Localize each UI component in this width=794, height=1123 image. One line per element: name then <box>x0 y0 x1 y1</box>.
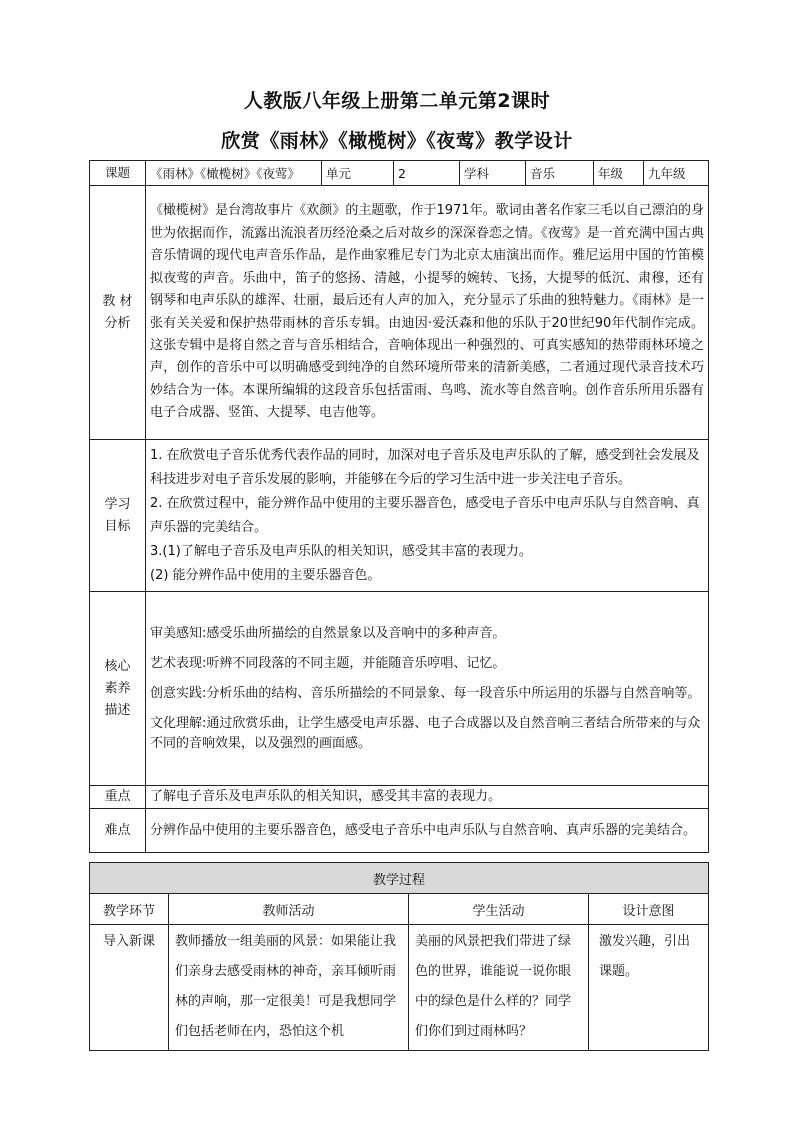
objective-item: 3.(1)了解电子音乐及电声乐队的相关知识，感受其丰富的表现力。 <box>150 543 532 559</box>
grade-value: 九年级 <box>644 161 709 186</box>
subject-value: 音乐 <box>526 161 594 186</box>
difficulty-text: 分辨作品中使用的主要乐器音色，感受电子音乐中电声乐队与自然音响、真声乐器的完美结合。 <box>146 809 709 853</box>
key-point-row <box>90 786 709 809</box>
core-row <box>90 592 709 786</box>
column-student: 学生活动 <box>409 894 589 925</box>
process-header-row <box>90 863 709 894</box>
process-header: 教学过程 <box>90 863 709 894</box>
core-list <box>146 592 709 786</box>
difficulty-label: 难点 <box>90 809 146 853</box>
process-columns-row <box>90 894 709 925</box>
core-item: 艺术表现:听辨不同段落的不同主题，并能随音乐哼唱、记忆。 <box>150 655 506 671</box>
process-row <box>90 925 709 1051</box>
column-teacher: 教师活动 <box>169 894 409 925</box>
core-label: 核心 素养 描述 <box>90 592 146 786</box>
objectives-list <box>146 440 709 592</box>
design-intent-cell: 激发兴趣，引出课题。 <box>589 925 709 1051</box>
teacher-activity-cell: 教师播放一组美丽的风景：如果能让我们亲身去感受雨林的神奇，亲耳倾听雨林的声响，那一定很美！可是我想同学们包括老师在内，恐怕这个机 <box>169 925 409 1051</box>
document-title: 人教版八年级上册第二单元第2课时 <box>243 90 551 112</box>
teaching-process-table <box>89 862 709 1051</box>
core-item: 文化理解:通过欣赏乐曲，让学生感受电声乐器、电子合成器以及自然音响三者结合所带来的与众不同的音响效果，以及强烈的画面感。 <box>150 715 701 751</box>
key-point-label: 重点 <box>90 786 146 809</box>
lesson-info-table <box>89 160 709 853</box>
objective-item: 1. 在欣赏电子音乐优秀代表作品的同时，加深对电子音乐及电声乐队的了解，感受到社会发展及科技进步对电子音乐发展的影响，并能够在今后的学习生活中进一步关注电子音乐。 <box>150 447 700 487</box>
objectives-label: 学习 目标 <box>90 440 146 592</box>
unit-label: 单元 <box>322 161 394 186</box>
stage-cell: 导入新课 <box>90 925 169 1051</box>
header-row <box>90 161 709 186</box>
core-item: 创意实践:分析乐曲的结构、音乐所描绘的不同景象、每一段音乐中所运用的乐器与自然音响等。 <box>150 685 701 701</box>
objectives-row <box>90 440 709 592</box>
subject-label: 学科 <box>460 161 526 186</box>
objective-item: (2) 能分辨作品中使用的主要乐器音色。 <box>150 567 381 583</box>
column-intent: 设计意图 <box>589 894 709 925</box>
grade-label: 年级 <box>594 161 644 186</box>
core-item: 审美感知:感受乐曲所描绘的自然景象以及音响中的多种声音。 <box>150 625 506 641</box>
objective-item: 2. 在欣赏过程中，能分辨作品中使用的主要乐器音色，感受电子音乐中电声乐队与自然音响、真声乐器的完美结合。 <box>150 495 700 535</box>
column-stage: 教学环节 <box>90 894 169 925</box>
student-activity-cell: 美丽的风景把我们带进了绿色的世界，谁能说一说你眼中的绿色是什么样的？同学们你们到过雨林吗？ <box>409 925 589 1051</box>
analysis-text: 《橄榄树》是台湾故事片《欢颜》的主题歌，作于1971年。歌词由著名作家三毛以自己漂泊的身世为依据而作，流露出流浪者历经沧桑之后对故乡的深深眷恋之情。《夜莺》是一首充满中国古典音乐情调的现代电声音乐作品，是作曲家雅尼专门为北京太庙演出而作。雅尼运用中国的竹笛模拟夜莺的声音。乐曲中，笛子的悠扬、清越，小提琴的婉转、飞扬，大提琴的低沉、肃穆，还有钢琴和电声乐队的雄浑、壮丽，最后还有人声的加入，充分显示了乐曲的独特魅力。《雨林》是一张有关关爱和保护热带雨林的音乐专辑。由迪因·爱沃森和他的乐队于20世纪90年代制作完成。这张专辑中是将自然之音与音乐相结合，音响体现出一种强烈的、可真实感知的热带雨林环境之声，创作的音乐中可以明确感受到纯净的自然环境所带来的清新美感，二者通过现代录音技术巧妙结合为一体。本课所编辑的这段音乐包括雷雨、鸟鸣、流水等自然音响。创作音乐所用乐器有电子合成器、竖笛、大提琴、电吉他等。 <box>146 186 709 440</box>
lesson-label: 课题 <box>90 161 146 186</box>
analysis-label: 教 材 分析 <box>90 186 146 440</box>
analysis-row <box>90 186 709 440</box>
difficulty-row <box>90 809 709 853</box>
key-point-text: 了解电子音乐及电声乐队的相关知识，感受其丰富的表现力。 <box>146 786 709 809</box>
unit-value: 2 <box>394 161 460 186</box>
lesson-value: 《雨林》《橄榄树》《夜莺》 <box>146 161 322 186</box>
document-subtitle: 欣赏《雨林》《橄榄树》《夜莺》教学设计 <box>221 130 573 152</box>
